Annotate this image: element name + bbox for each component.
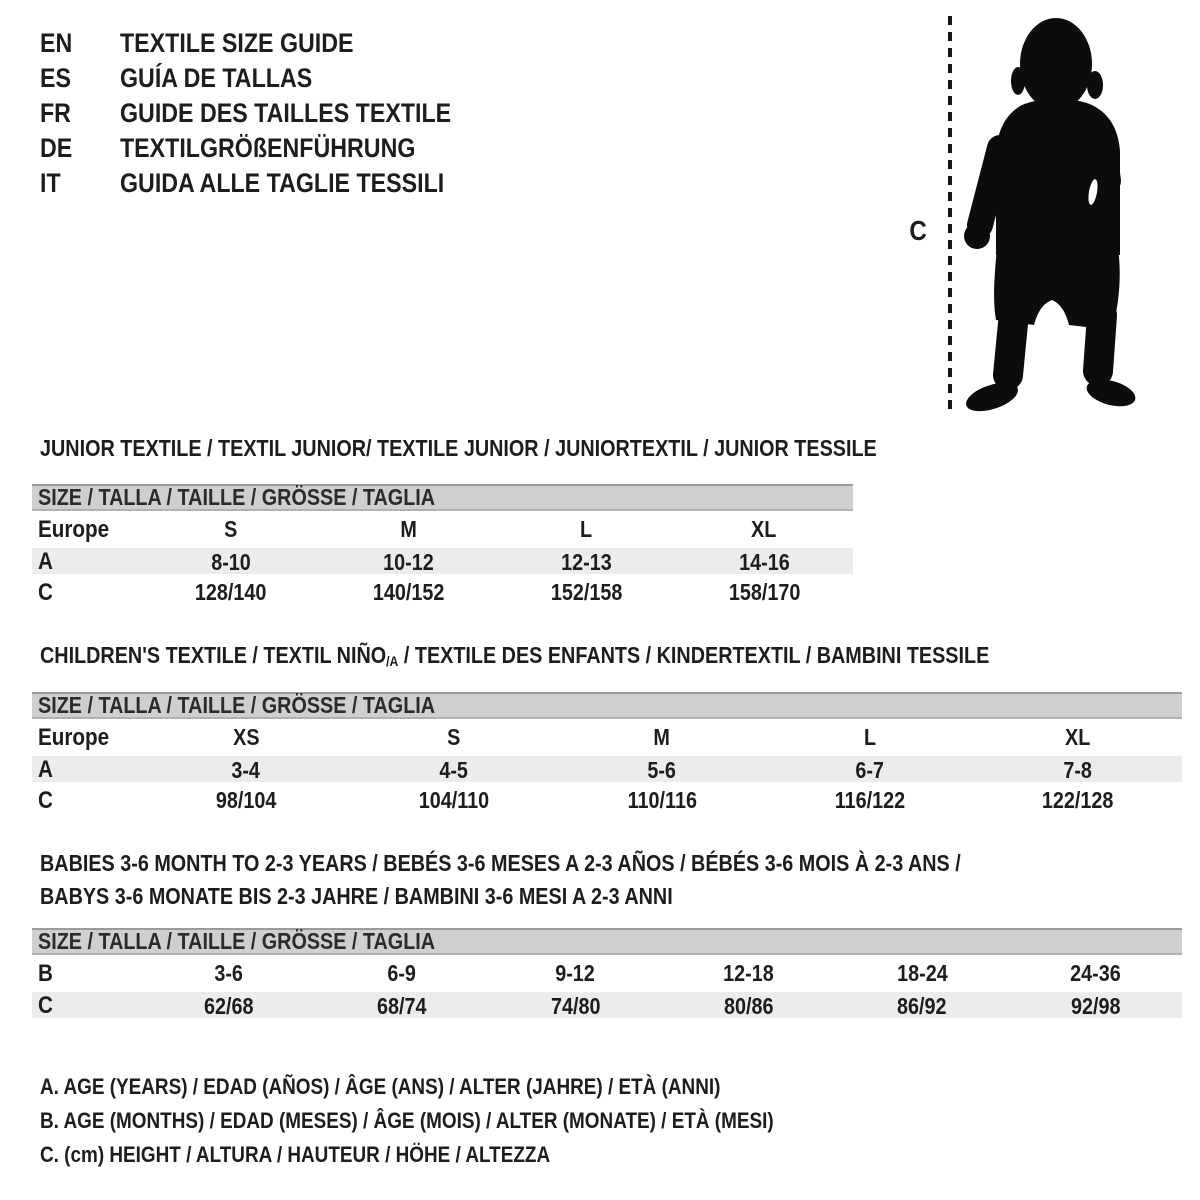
height-cell: 122/128 [1042, 787, 1114, 813]
lang-title-en: TEXTILE SIZE GUIDE [120, 28, 354, 58]
height-cell: 80/86 [723, 992, 774, 1019]
lang-row-es [40, 61, 505, 96]
size-cell: S [447, 724, 461, 750]
size-cell: L [863, 724, 877, 750]
age-cell: 12-13 [561, 548, 612, 575]
age-cell: 18-24 [896, 960, 948, 986]
age-cell: 3-6 [214, 960, 243, 986]
size-cell: M [653, 724, 671, 750]
legend-line-c: C. (cm) HEIGHT / ALTURA / HAUTEUR / HÖHE / ALTEZZA [40, 1142, 551, 1167]
lang-row-it [40, 166, 505, 201]
height-cell: 74/80 [550, 992, 601, 1019]
height-cell: 86/92 [897, 992, 947, 1019]
table-row-europe [32, 511, 853, 548]
lang-row-de [40, 131, 505, 166]
age-cell: 9-12 [555, 960, 596, 986]
lang-row-fr [40, 96, 505, 131]
table-row-age [32, 548, 853, 574]
table-row-age-months [32, 955, 1182, 992]
row-label: C [38, 786, 53, 814]
height-cell: 116/122 [834, 787, 906, 813]
height-cell: 62/68 [203, 992, 254, 1019]
children-size-header-bar: SIZE / TALLA / TAILLE / GRÖSSE / TAGLIA [32, 692, 1182, 719]
height-dashed-line [948, 16, 952, 416]
lang-code-it: IT [40, 168, 61, 198]
height-cell: 140/152 [372, 579, 445, 605]
junior-section-title: JUNIOR TEXTILE / TEXTIL JUNIOR/ TEXTILE JUNIOR / JUNIORTEXTIL / JUNIOR TESSILE [40, 435, 877, 461]
height-cell: 68/74 [377, 992, 427, 1019]
lang-row-en [40, 26, 505, 61]
age-cell: 7-8 [1063, 756, 1093, 783]
size-cell: XL [751, 516, 777, 542]
age-cell: 3-4 [231, 756, 261, 783]
age-cell: 10-12 [383, 548, 434, 575]
age-cell: 4-5 [439, 756, 469, 783]
babies-size-header-bar: SIZE / TALLA / TAILLE / GRÖSSE / TAGLIA [32, 928, 1182, 955]
age-cell: 24-36 [1070, 960, 1121, 986]
age-cell: 6-7 [855, 756, 885, 783]
babies-section-title-line2: BABYS 3-6 MONATE BIS 2-3 JAHRE / BAMBINI 3-6 MESI A 2-3 ANNI [40, 883, 673, 909]
lang-title-de: TEXTILGRÖßENFÜHRUNG [120, 133, 416, 163]
age-cell: 5-6 [647, 756, 677, 783]
lang-code-de: DE [40, 133, 73, 163]
table-row-height [32, 782, 1182, 819]
height-cell: 152/158 [550, 579, 623, 605]
lang-code-es: ES [40, 63, 71, 93]
size-cell: S [224, 516, 238, 542]
height-measure-label: C [909, 215, 927, 246]
table-row-europe [32, 719, 1182, 756]
lang-code-en: EN [40, 28, 73, 58]
row-label: Europe [38, 515, 110, 543]
height-cell: 128/140 [195, 579, 267, 605]
table-row-age [32, 756, 1182, 782]
height-cell: 158/170 [728, 579, 800, 605]
table-row-height [32, 574, 853, 611]
junior-size-header-bar: SIZE / TALLA / TAILLE / GRÖSSE / TAGLIA [32, 484, 853, 511]
lang-title-fr: GUIDE DES TAILLES TEXTILE [120, 98, 452, 128]
age-cell: 14-16 [738, 548, 790, 575]
size-cell: L [580, 516, 593, 542]
babies-size-table [32, 928, 1182, 1018]
language-title-list [40, 26, 505, 201]
children-section-title: CHILDREN'S TEXTILE / TEXTIL $NIÑO_{/A}$ / TEXTILE DES ENFANTS / KINDERTEXTIL / BAMBINI TESSILE [40, 642, 990, 671]
row-label: A [38, 756, 53, 783]
legend-line-b: B. AGE (MONTHS) / EDAD (MESES) / ÂGE (MOIS) / ALTER (MONATE) / ETÀ (MESI) [40, 1108, 774, 1133]
size-cell: XL [1065, 724, 1091, 750]
size-cell: XS [232, 724, 260, 750]
toddler-silhouette-icon [962, 13, 1142, 418]
babies-section-title-line1: BABIES 3-6 MONTH TO 2-3 YEARS / BEBÉS 3-6 MESES A 2-3 AÑOS / BÉBÉS 3-6 MOIS À 2-3 ANS / [40, 850, 961, 876]
table-row-height [32, 992, 1182, 1018]
height-cell: 98/104 [215, 787, 277, 813]
size-cell: M [400, 516, 417, 542]
lang-title-it: GUIDA ALLE TAGLIE TESSILI [120, 168, 445, 198]
height-cell: 92/98 [1070, 992, 1121, 1019]
row-label: C [38, 578, 53, 606]
legend-line-a: A. AGE (YEARS) / EDAD (AÑOS) / ÂGE (ANS) / ALTER (JAHRE) / ETÀ (ANNI) [40, 1074, 721, 1099]
row-label: B [38, 959, 53, 987]
legend-block [40, 1070, 893, 1172]
nino-a-subscript: /A [386, 654, 399, 671]
lang-code-fr: FR [40, 98, 71, 128]
row-label: A [38, 548, 53, 575]
age-cell: 8-10 [211, 548, 251, 575]
height-cell: 110/116 [627, 787, 697, 813]
junior-size-table [32, 484, 853, 611]
lang-title-es: GUÍA DE TALLAS [120, 63, 313, 93]
age-cell: 6-9 [387, 960, 417, 986]
row-label: C [38, 992, 53, 1019]
age-cell: 12-18 [723, 960, 774, 986]
row-label: Europe [38, 723, 110, 751]
children-size-table [32, 692, 1182, 819]
height-cell: 104/110 [418, 787, 490, 813]
